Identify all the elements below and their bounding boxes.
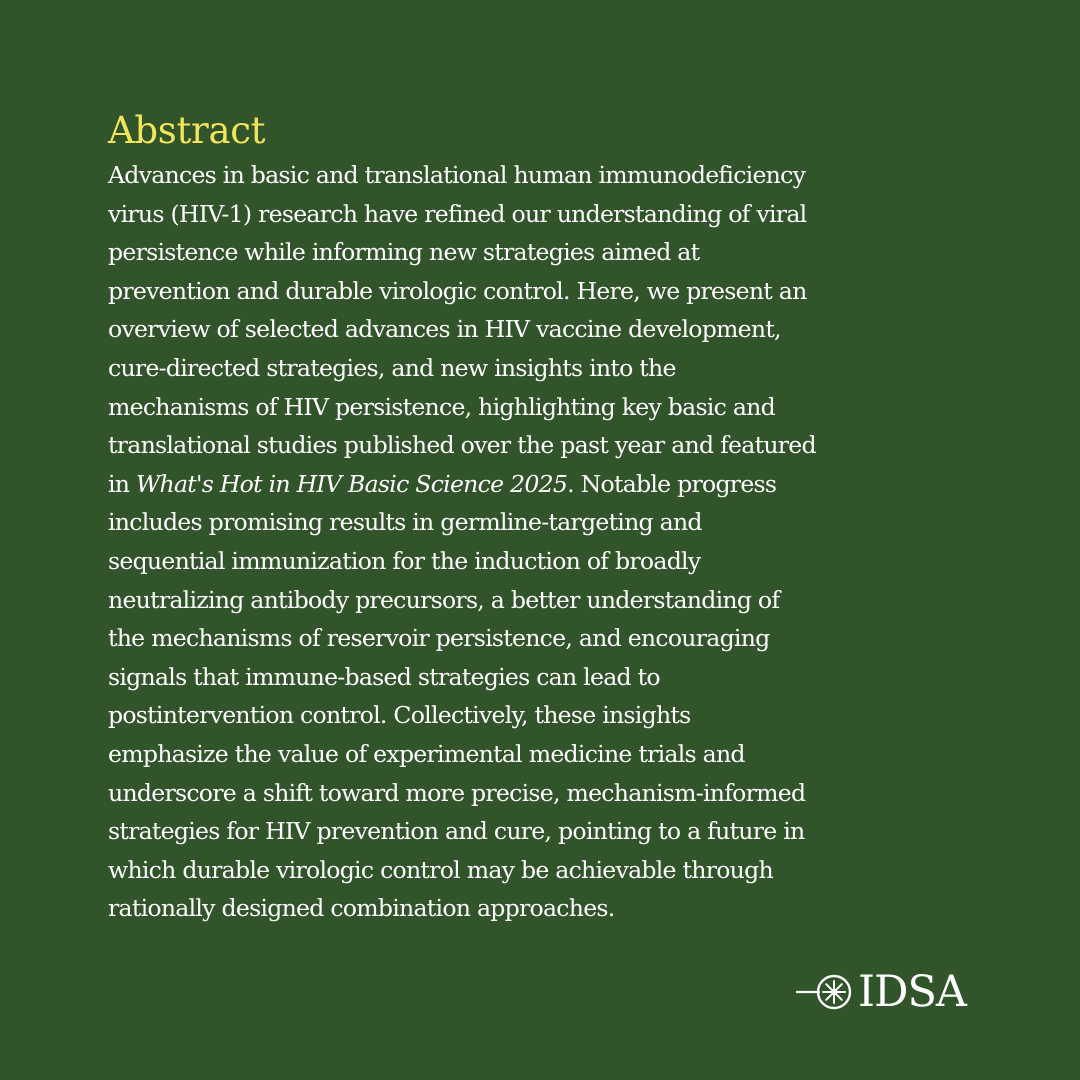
abstract-line: strategies for HIV prevention and cure, pointing to a future in (108, 817, 805, 846)
line-suffix: . Notable progress (567, 469, 777, 498)
abstract-heading: Abstract (108, 109, 266, 152)
idsa-logo (796, 966, 966, 1018)
abstract-line: neutralizing antibody precursors, a better understanding of (108, 585, 780, 614)
abstract-line: includes promising results in germline-targeting and (108, 508, 702, 537)
abstract-line: emphasize the value of experimental medicine trials and (108, 739, 745, 768)
abstract-line: translational studies published over the past year and featured (108, 431, 816, 460)
abstract-body (108, 156, 988, 928)
abstract-line: underscore a shift toward more precise, mechanism-informed (108, 778, 806, 807)
abstract-line: the mechanisms of reservoir persistence, and encouraging (108, 624, 770, 653)
abstract-line (108, 465, 988, 504)
abstract-line: sequential immunization for the induction of broadly (108, 546, 701, 575)
abstract-line: overview of selected advances in HIV vaccine development, (108, 315, 781, 344)
abstract-line: cure-directed strategies, and new insights into the (108, 353, 676, 382)
idsa-logo-text: IDSA (858, 967, 966, 1017)
abstract-line: virus (HIV-1) research have refined our understanding of viral (108, 199, 807, 228)
abstract-line: which durable virologic control may be achievable through (108, 855, 773, 884)
idsa-star-icon (796, 966, 856, 1018)
publication-title: What's Hot in HIV Basic Science 2025 (136, 469, 568, 498)
abstract-line: prevention and durable virologic control. Here, we present an (108, 276, 807, 305)
abstract-line: postintervention control. Collectively, these insights (108, 701, 691, 730)
abstract-section (108, 108, 988, 928)
abstract-line: mechanisms of HIV persistence, highlighting key basic and (108, 392, 775, 421)
abstract-line: rationally designed combination approaches. (108, 894, 615, 923)
abstract-line: persistence while informing new strategies aimed at (108, 238, 700, 267)
line-prefix: in (108, 469, 136, 498)
abstract-line: signals that immune-based strategies can lead to (108, 662, 660, 691)
abstract-line: Advances in basic and translational human immunodeficiency (108, 161, 806, 189)
